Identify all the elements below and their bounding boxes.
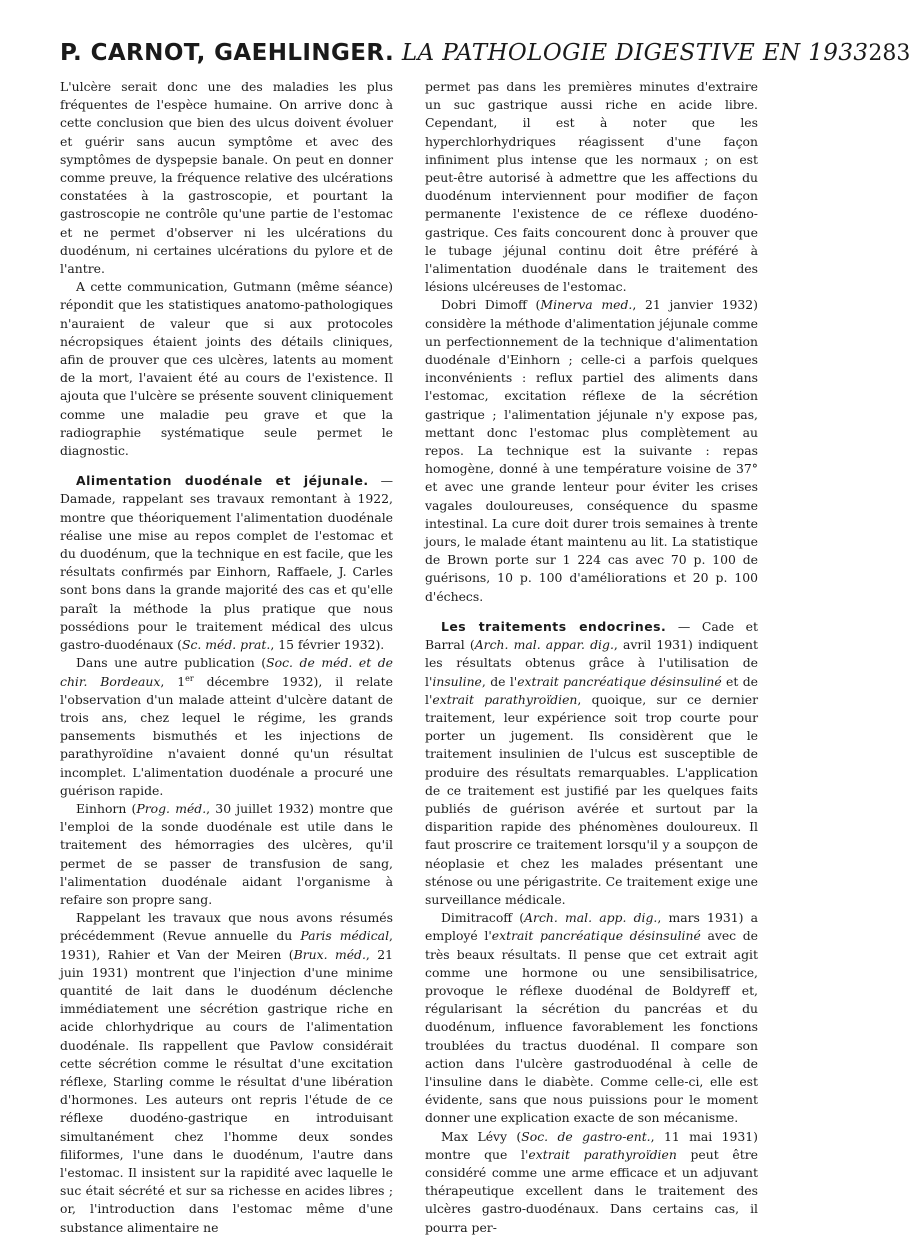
emphasis: extrait pancréatique désinsuliné [491,928,701,944]
text-span: Dans une autre publication ( [76,655,267,671]
page-header [60,40,910,66]
emphasis: extrait pancréatique désinsuliné [517,673,722,689]
header-authors: P. CARNOT, GAEHLINGER. [60,40,395,66]
left-paragraph-1: L'ulcère serait donc une des maladies les plus fréquentes de l'espèce humaine. On arrive donc à cette conclusion que bien des ulcus doivent évoluer et guérir sans aucun symptôme et avec des symptômes de dyspepsie banale. On peut en donner comme preuve, la fréquence relative des ulcérations constatées à la gastroscopie, et pourtant la gastroscopie ne contrôle qu'une partie de l'estomac et ne permet d'observer ni les ulcérations du duodénum, ni certaines ulcérations du pylore et de l'antre. [60,79,393,277]
text-span: Einhorn ( [76,800,137,816]
right-paragraph-4 [425,909,758,1127]
right-column [425,78,758,1237]
left-paragraph-4 [60,654,393,800]
citation: Minerva med. [540,297,633,313]
text-span: peut être considéré comme une arme efficace et un adjuvant thérapeutique excellent dans le traitement des ulcères gastro-duodénaux. Dans certains cas, il pourra per- [425,1146,758,1235]
citation: Soc. de gastro-ent. [521,1128,651,1144]
text-span: et de l' [425,673,758,707]
citation: Sc. méd. prat. [181,637,271,653]
text-span: , avril 1931) indiquent les résultats obtenus grâce à l'utilisation de l' [425,637,758,689]
text-span: Dobri Dimoff ( [441,297,541,313]
text-span: , 21 janvier 1932) considère la méthode d'alimentation jéjunale comme un perfectionnement de la technique d'alimentation duodénale d'Einhorn ; celle-ci a parfois quelques inconvénients : reflux partiel des aliments dans l'estomac, excitation réflexe de la sécrétion gastrique ; l'alimentation jéjunale n'y expose pas, mettant donc l'estomac plus complètement au repos. La technique est la suivante : repas homogène, donné à une température voisine de 37° et avec une grande lenteur pour éviter les crises vagales douloureuses, conséquence du spasme intestinal. La cure doit durer trois semaines à trente jours, le malade étant maintenu au lit. La statistique de Brown porte sur 1 224 cas avec 70 p. 100 de guérisons, 10 p. 100 d'améliorations et 20 p. 100 d'échecs. [425,297,758,604]
text-span: , de l' [481,673,518,689]
running-title [60,40,868,66]
right-paragraph-1: permet pas dans les premières minutes d'extraire un suc gastrique aussi riche en acide libre. Cependant, il est à noter que les hyperchlorhydriques réagissent d'une façon infiniment plus intense que les normaux ; on est peut-être autorisé à admettre que les affections du duodénum interviennent pour modifier de façon permanente l'existence de ce réflexe duodéno-gastrique. Ces faits concourent donc à prouver que le tubage jéjunal continu doit être préféré à l'alimentation duodénale dans le traitement des lésions ulcéreuses de l'estomac. [425,79,758,295]
text-span: , 21 juin 1931) montrent que l'injection d'une minime quantité de lait dans le duodénum déclenche immédiatement une sécrétion gastrique riche en acide chlorhydrique au cours de l'alimentation duodénale. Ils rappellent que Pavlow considérait cette sécrétion comme le résultat d'une excitation réflexe, Starling comme le résultat d'une libération d'hormones. Les auteurs ont repris l'étude de ce réflexe duodéno-gastrique en introduisant simultanément chez l'homme deux sondes filiformes, l'une dans le duodénum, l'autre dans l'estomac. Il insistent sur la rapidité avec laquelle le suc était sécrété et sur sa richesse en acides libres ; or, l'introduction dans l'estomac même d'une substance alimentaire ne [60,946,393,1235]
left-paragraph-3 [60,472,393,654]
text-columns [60,78,758,1237]
section-title-endocrines: Les traitements endocrines. [441,618,667,634]
citation: Arch. mal. appar. dig. [474,637,614,653]
left-paragraph-6 [60,909,393,1237]
citation: Prog. méd. [136,800,207,816]
left-paragraph-5 [60,800,393,909]
left-column [60,78,393,1237]
text-span: décembre 1932), il relate l'observation d'un malade atteint d'ulcère datant de trois ans, chez lequel le régime, les grands pansements bismuthés et les injections de parathyroïdine n'avaient donné qu'un résultat incomplet. L'alimentation duodénale a procuré une guérison rapide. [60,673,393,798]
text-span: Max Lévy ( [441,1128,522,1144]
text-span: , mars 1931) a employé l' [425,910,758,944]
superscript: er [185,673,194,683]
text-span: , 30 juillet 1932) montre que l'emploi de la sonde duodénale est utile dans le traitement des hémorragies des ulcères, qu'il permet de se passer de transfusion de sang, l'alimentation duodénale aidant l'organisme à refaire son propre sang. [60,800,393,907]
emphasis: extrait parathyroïdien [528,1146,677,1162]
text-span: , 11 mai 1931) montre que l' [425,1128,758,1162]
header-article-title: LA PATHOLOGIE DIGESTIVE EN 1933 [401,40,869,66]
text-span: Rappelant les travaux que nous avons résumés précédemment (Revue annuelle du [60,910,393,944]
right-paragraph-5 [425,1128,758,1237]
text-span: , 1 [160,673,186,689]
text-span: , quoique, sur ce dernier traitement, leur expérience soit trop courte pour porter un jugement. Ils considèrent que le traitement insulinien de l'ulcus est susceptible de produire des résultats remarquables. L'application de ce traitement est justifié par les quelques faits publiés de guérison avérée et surtout par la disparition rapide des phénomènes douloureux. Il faut proscrire ce traitement lorsqu'il y a soupçon de néoplasie et chez les malades présentant une sténose ou une périgastrite. Ce traitement exige une surveillance médicale. [425,691,758,907]
citation: Soc. de méd. et de chir. Bordeaux [60,655,393,689]
right-paragraph-3 [425,618,758,909]
right-paragraph-2 [425,296,758,605]
citation: Arch. mal. app. dig. [524,910,658,926]
text-span: avec de très beaux résultats. Il pense que cet extrait agit comme une hormone ou une sensibilisatrice, provoque le réflexe duodénal de Boldyreff et, régularisant la sécrétion du pancréas et du duodénum, influence favorablement les fonctions troublées du tractus duodénal. Il compare son action dans l'ulcère gastroduodénal à celle de l'insuline dans le diabète. Comme celle-ci, elle est évidente, sans que nous puissions pour le moment donner une explication exacte de son mécanisme. [425,928,758,1126]
section-title-alimentation: Alimentation duodénale et jéjunale. [76,473,369,489]
left-paragraph-2: A cette communication, Gutmann (même séance) répondit que les statistiques anatomo-pathologiques n'auraient de valeur que si aux protocoles nécropsiques étaient joints des détails cliniques, afin de prouver que ces ulcères, latents au moment de la mort, l'avaient été au cours de l'existence. Il ajouta que l'ulcère se présente souvent cliniquement comme une maladie peu grave et que la radiographie systématique seule permet le diagnostic. [60,279,393,459]
text-span: , 15 février 1932). [270,637,385,653]
citation: Brux. méd. [293,946,366,962]
page-number: 283 [868,41,910,66]
emphasis: extrait parathyroïdien [432,691,578,707]
text-span: — Cade et Barral ( [425,618,758,653]
text-span: , 1931), Rahier et Van der Meiren ( [60,928,393,962]
emphasis: insuline [432,673,482,689]
text-span: Dimitracoff ( [441,910,525,926]
citation: Paris médical [300,928,390,944]
text-span: — Damade, rappelant ses travaux remontant à 1922, montre que théoriquement l'alimentation duodénale réalise une mise au repos complet de l'estomac et du duodénum, que la technique en est facile, que les résultats confirmés par Einhorn, Raffaele, J. Carles sont bons dans la grande majorité des cas et qu'elle paraît la méthode la plus pratique que nous possédions pour le traitement médical des ulcus gastro-duodénaux ( [60,473,393,653]
